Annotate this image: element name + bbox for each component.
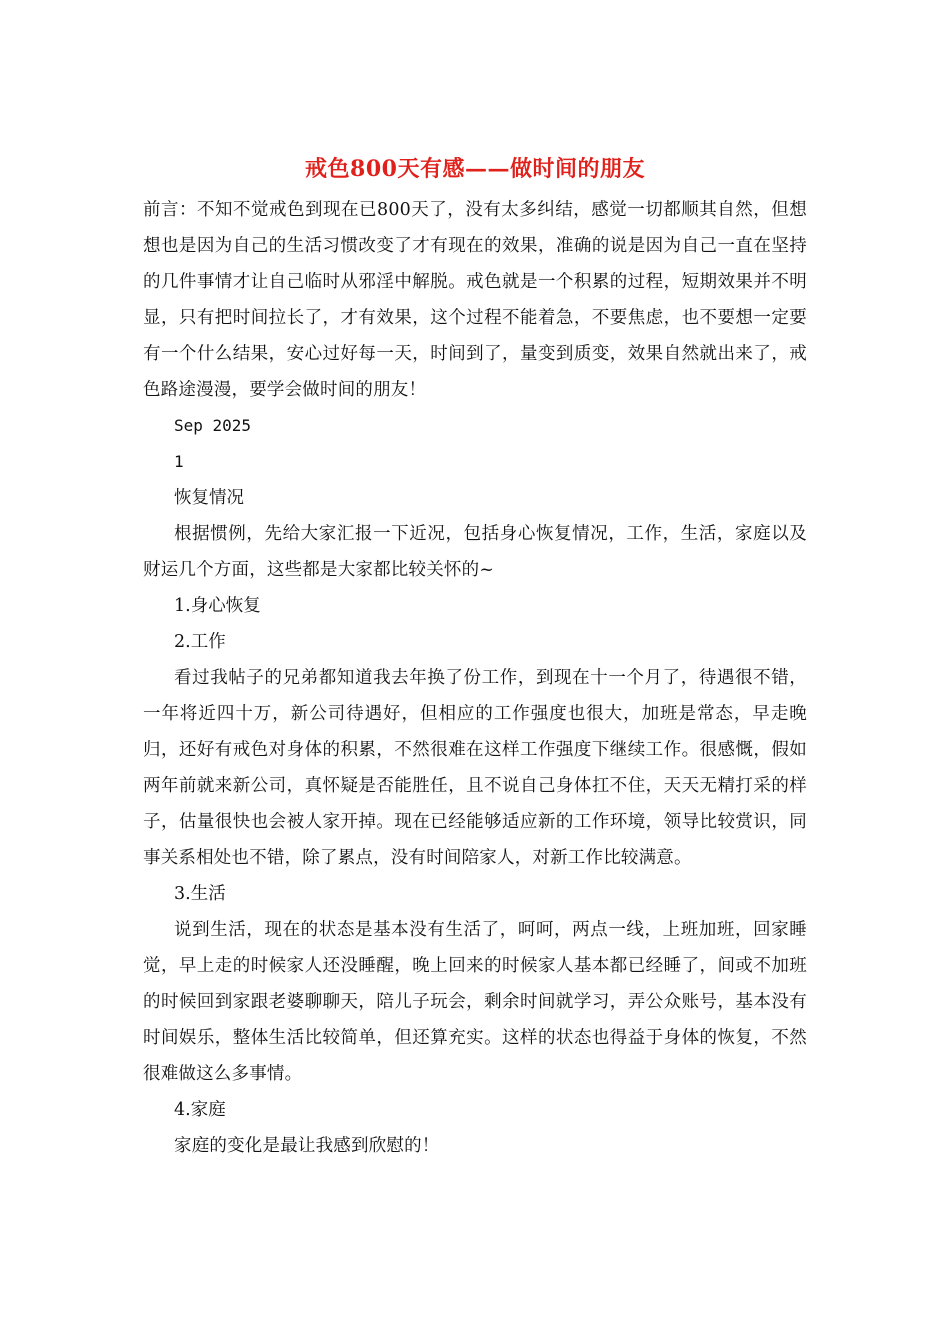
work-paragraph: 看过我帖子的兄弟都知道我去年换了份工作，到现在十一个月了，待遇很不错，一年将近四十万，新公司待遇好，但相应的工作强度也很大，加班是常态，早走晚归，还好有戒色对身体的积累，不然很难在这样工作强度下继续工作。很感慨，假如两年前就来新公司，真怀疑是否能胜任，且不说自己身体扛不住，天天无精打采的样子，估量很快也会被人家开掉。现在已经能够适应新的工作环境，领导比较赏识，同事关系相处也不错，除了累点，没有时间陪家人，对新工作比较满意。 xyxy=(143,668,807,868)
date-line: Sep 2025 xyxy=(174,416,252,435)
section-heading: 恢复情况 xyxy=(174,488,244,508)
intro-paragraph: 根据惯例，先给大家汇报一下近况，包括身心恢复情况，工作，生活，家庭以及财运几个方面，这些都是大家都比较关怀的~ xyxy=(143,524,807,580)
section-number: 1 xyxy=(174,452,184,471)
life-paragraph: 说到生活，现在的状态是基本没有生活了，呵呵，两点一线，上班加班，回家睡觉，早上走的时候家人还没睡醒，晚上回来的时候家人基本都已经睡了，间或不加班的时候回到家跟老婆聊聊天，陪儿子玩会，剩余时间就学习，弄公众账号，基本没有时间娱乐，整体生活比较简单，但还算充实。这样的状态也得益于身体的恢复，不然很难做这么多事情。 xyxy=(143,920,807,1084)
preface-paragraph: 前言：不知不觉戒色到现在已800天了，没有太多纠结，感觉一切都顺其自然，但想想也是因为自己的生活习惯改变了才有现在的效果，准确的说是因为自己一直在坚持的几件事情才让自己临时从邪淫中解脱。戒色就是一个积累的过程，短期效果并不明显，只有把时间拉长了，才有效果，这个过程不能着急，不要焦虑，也不要想一定要有一个什么结果，安心过好每一天，时间到了，量变到质变，效果自然就出来了，戒色路途漫漫，要学会做时间的朋友！ xyxy=(143,200,807,400)
item-heading-work: 2.工作 xyxy=(174,632,226,652)
family-paragraph: 家庭的变化是最让我感到欣慰的！ xyxy=(174,1136,440,1156)
item-heading-life: 3.生活 xyxy=(174,884,226,904)
document-page xyxy=(143,150,807,1164)
item-heading-recovery: 1.身心恢复 xyxy=(174,596,261,616)
document-title: 戒色800天有感——做时间的朋友 xyxy=(305,156,645,182)
item-heading-family: 4.家庭 xyxy=(174,1100,226,1120)
